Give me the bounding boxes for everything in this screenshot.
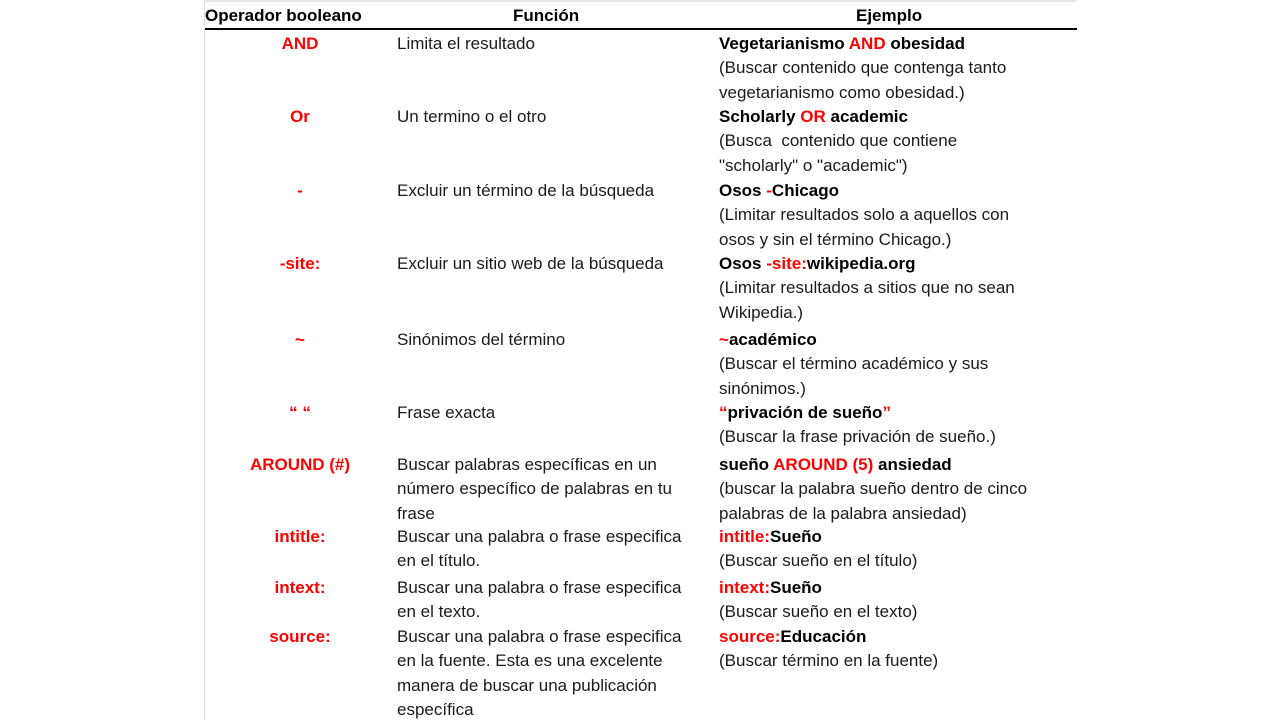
function-cell xyxy=(397,105,717,129)
example-post: obesidad xyxy=(885,34,965,53)
function-line: Buscar una palabra o frase especifica xyxy=(397,527,682,546)
example-description-line: (Buscar término en la fuente) xyxy=(719,651,939,671)
example-op-bold: ~ xyxy=(719,330,729,349)
example-query xyxy=(719,32,1074,56)
example-description-line: (Buscar la frase privación de sueño.) xyxy=(719,427,996,447)
example-query xyxy=(719,179,1074,203)
example-cell xyxy=(719,401,1074,450)
example-op-bold: - xyxy=(766,181,772,200)
function-line: Excluir un término de la búsqueda xyxy=(397,181,655,200)
function-cell xyxy=(397,328,717,352)
header-operator: Operador booleano xyxy=(205,6,362,25)
example-query xyxy=(719,105,1074,129)
function-line: en la fuente. Esta es una excelente xyxy=(397,651,663,671)
example-post: privación de sueño xyxy=(727,403,883,422)
example-description-line: (Buscar el término académico y sus xyxy=(719,354,989,374)
example-description-line: (Limitar resultados a sitios que no sean xyxy=(719,278,1015,298)
example-query xyxy=(719,576,1074,600)
function-cell xyxy=(397,453,717,526)
example-description-line: (Buscar sueño en el texto) xyxy=(719,602,918,622)
example-cell xyxy=(719,525,1074,574)
operator-cell: ~ xyxy=(295,330,305,349)
function-line: frase xyxy=(397,503,435,523)
example-cell xyxy=(719,105,1074,178)
example-query xyxy=(719,328,1074,352)
operator-cell: “ “ xyxy=(289,403,311,422)
boolean-operators-table xyxy=(204,0,1076,720)
example-description-line: (Limitar resultados solo a aquellos con xyxy=(719,205,1010,225)
function-line: Buscar una palabra o frase especifica xyxy=(397,578,682,597)
example-cell xyxy=(719,32,1074,105)
example-query xyxy=(719,401,1074,425)
function-cell xyxy=(397,252,717,276)
example-cell xyxy=(719,179,1074,252)
example-post: ansiedad xyxy=(873,455,952,474)
example-pre: Vegetarianismo xyxy=(719,34,849,53)
operator-cell: AROUND (#) xyxy=(249,455,351,474)
example-description-line: "scholarly" o "academic") xyxy=(719,155,908,175)
function-line: número específico de palabras en tu xyxy=(397,479,673,499)
function-cell xyxy=(397,32,717,56)
example-cell xyxy=(719,252,1074,325)
example-op-bold: “ xyxy=(719,403,728,422)
operator-cell: source: xyxy=(269,627,331,646)
example-op-bold: AROUND (5) xyxy=(773,455,874,474)
example-cell xyxy=(719,328,1074,401)
function-cell xyxy=(397,401,717,425)
example-post: Sueño xyxy=(770,527,822,546)
example-description-line: Wikipedia.) xyxy=(719,302,804,322)
example-pre: Osos xyxy=(719,254,767,273)
function-cell xyxy=(397,625,717,722)
example-pre: sueño xyxy=(719,455,774,474)
header-example: Ejemplo xyxy=(856,6,923,25)
function-line: Buscar una palabra o frase especifica xyxy=(397,627,682,646)
example-post: Chicago xyxy=(771,181,839,200)
example-post: Sueño xyxy=(770,578,822,597)
example-description-line: osos y sin el término Chicago.) xyxy=(719,229,952,249)
function-line: en el título. xyxy=(397,551,481,571)
function-line: Sinónimos del término xyxy=(397,330,566,349)
example-cell xyxy=(719,576,1074,625)
example-op-bold: OR xyxy=(800,107,826,126)
example-description-line: sinónimos.) xyxy=(719,378,806,398)
function-cell xyxy=(397,525,717,574)
example-cell xyxy=(719,625,1074,674)
example-query xyxy=(719,525,1074,549)
operator-cell: intitle: xyxy=(274,527,326,546)
function-line: Un termino o el otro xyxy=(397,107,547,126)
example-op-regular: intext: xyxy=(719,578,770,597)
example-op-bold: - xyxy=(766,254,772,273)
example-post: académico xyxy=(728,330,817,349)
function-line: manera de buscar una publicación xyxy=(397,675,657,695)
example-query xyxy=(719,625,1074,649)
example-description-line: (Buscar contenido que contenga tanto xyxy=(719,58,1007,78)
function-line: Limita el resultado xyxy=(397,34,535,53)
example-post: wikipedia.org xyxy=(806,254,916,273)
function-line: Buscar palabras específicas en un xyxy=(397,455,657,474)
example-cell xyxy=(719,453,1074,526)
example-description-line: vegetarianismo como obesidad.) xyxy=(719,82,965,102)
example-pre: Scholarly xyxy=(719,107,801,126)
function-line: en el texto. xyxy=(397,602,481,622)
operator-cell: - xyxy=(297,181,303,200)
operator-cell: Or xyxy=(290,107,310,126)
function-line: Frase exacta xyxy=(397,403,496,422)
operator-cell: -site: xyxy=(279,254,321,273)
header-function: Función xyxy=(513,6,580,25)
example-query xyxy=(719,252,1074,276)
function-line: Excluir un sitio web de la búsqueda xyxy=(397,254,664,273)
function-cell xyxy=(397,179,717,203)
example-description-line: (Buscar sueño en el título) xyxy=(719,551,918,571)
example-pre: Osos xyxy=(719,181,767,200)
example-description-line: (Busca contenido que contiene xyxy=(719,131,958,151)
example-post: Educación xyxy=(780,627,867,646)
example-close: ” xyxy=(882,403,891,422)
example-post: academic xyxy=(825,107,908,126)
table-header xyxy=(205,4,1077,30)
example-op-bold: AND xyxy=(848,34,886,53)
example-description-line: (buscar la palabra sueño dentro de cinco xyxy=(719,479,1028,499)
function-cell xyxy=(397,576,717,625)
example-op-regular: source: xyxy=(719,627,781,646)
operator-cell: intext: xyxy=(274,578,326,597)
example-op-regular: intitle: xyxy=(719,527,770,546)
function-line: específica xyxy=(397,699,474,719)
example-description-line: palabras de la palabra ansiedad) xyxy=(719,503,967,523)
example-op-regular: site: xyxy=(771,254,807,273)
operator-cell: AND xyxy=(281,34,319,53)
example-query xyxy=(719,453,1074,477)
